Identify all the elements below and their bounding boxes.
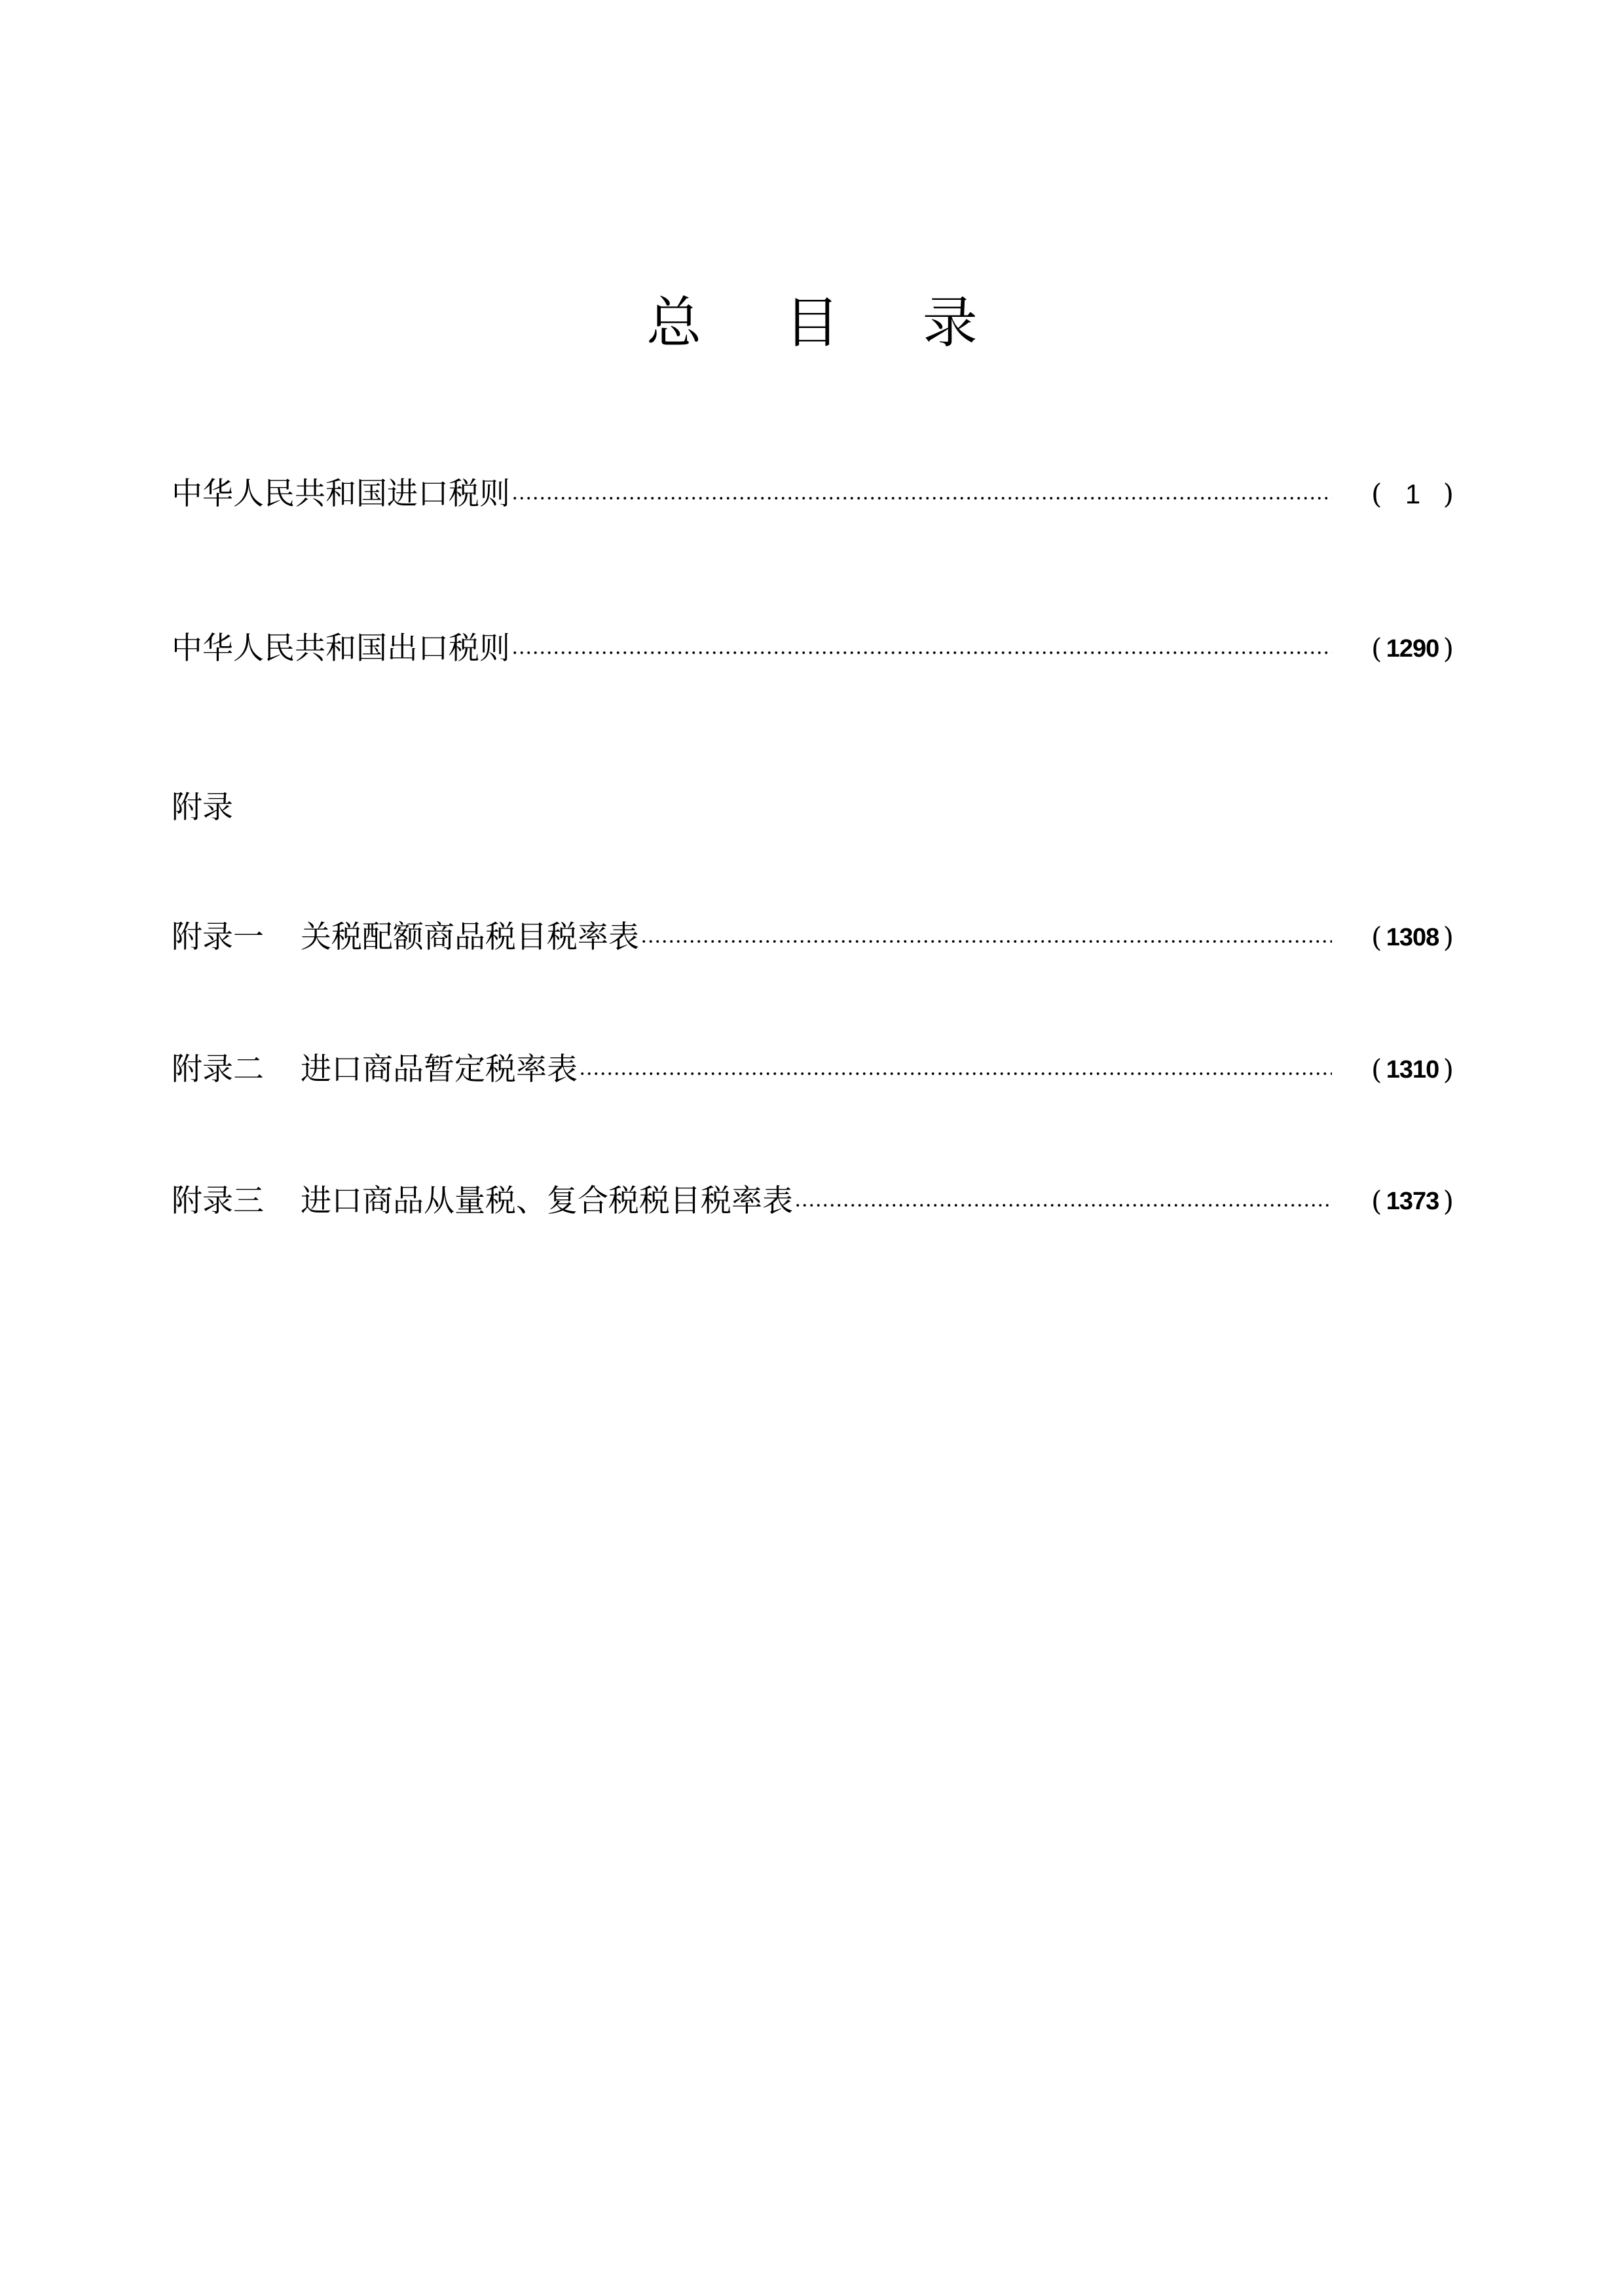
dot-leader <box>579 1046 1332 1093</box>
dot-leader <box>794 1178 1332 1225</box>
toc-entry-title: 进口商品从量税、复合税税目税率表 <box>301 1183 793 1219</box>
toc-entry-title: 中华人民共和国出口税则 <box>172 630 510 666</box>
page-number: 1308 <box>1386 924 1439 951</box>
appendix-number: 附录一 <box>172 919 264 955</box>
toc-entry-appendix-2[interactable] <box>172 1046 1454 1093</box>
page-reference <box>1371 1046 1454 1093</box>
open-paren: ( <box>1371 632 1382 665</box>
toc-entry-import-tariff[interactable] <box>172 471 1454 518</box>
open-paren: ( <box>1371 1053 1382 1085</box>
toc-entry-export-tariff[interactable] <box>172 625 1454 672</box>
page-number: 1290 <box>1386 635 1439 663</box>
open-paren: ( <box>1371 1185 1382 1217</box>
close-paren: ) <box>1443 1185 1454 1217</box>
toc-entry-title: 进口商品暂定税率表 <box>301 1051 578 1087</box>
page-number: 1310 <box>1386 1056 1439 1084</box>
dot-leader <box>511 471 1332 518</box>
page-title: 总 目 录 <box>646 291 1010 355</box>
appendix-number: 附录三 <box>172 1183 264 1219</box>
close-paren: ) <box>1443 478 1454 510</box>
page-reference <box>1371 914 1454 961</box>
open-paren: ( <box>1371 478 1382 510</box>
close-paren: ) <box>1443 1053 1454 1085</box>
close-paren: ) <box>1443 632 1454 665</box>
page-reference <box>1371 471 1454 518</box>
toc-entry-title: 中华人民共和国进口税则 <box>172 476 510 512</box>
page-number: 1373 <box>1386 1188 1439 1215</box>
appendix-number: 附录二 <box>172 1051 264 1087</box>
appendix-heading: 附录 <box>172 790 233 826</box>
toc-entry-appendix-3[interactable] <box>172 1178 1454 1225</box>
page-reference <box>1371 625 1454 672</box>
close-paren: ) <box>1443 921 1454 953</box>
dot-leader <box>640 914 1332 961</box>
dot-leader <box>511 625 1332 672</box>
toc-entry-title: 关税配额商品税目税率表 <box>301 919 639 955</box>
page-reference <box>1371 1178 1454 1225</box>
open-paren: ( <box>1371 921 1382 953</box>
toc-entry-appendix-1[interactable] <box>172 914 1454 961</box>
page-number: 1 <box>1405 479 1420 509</box>
